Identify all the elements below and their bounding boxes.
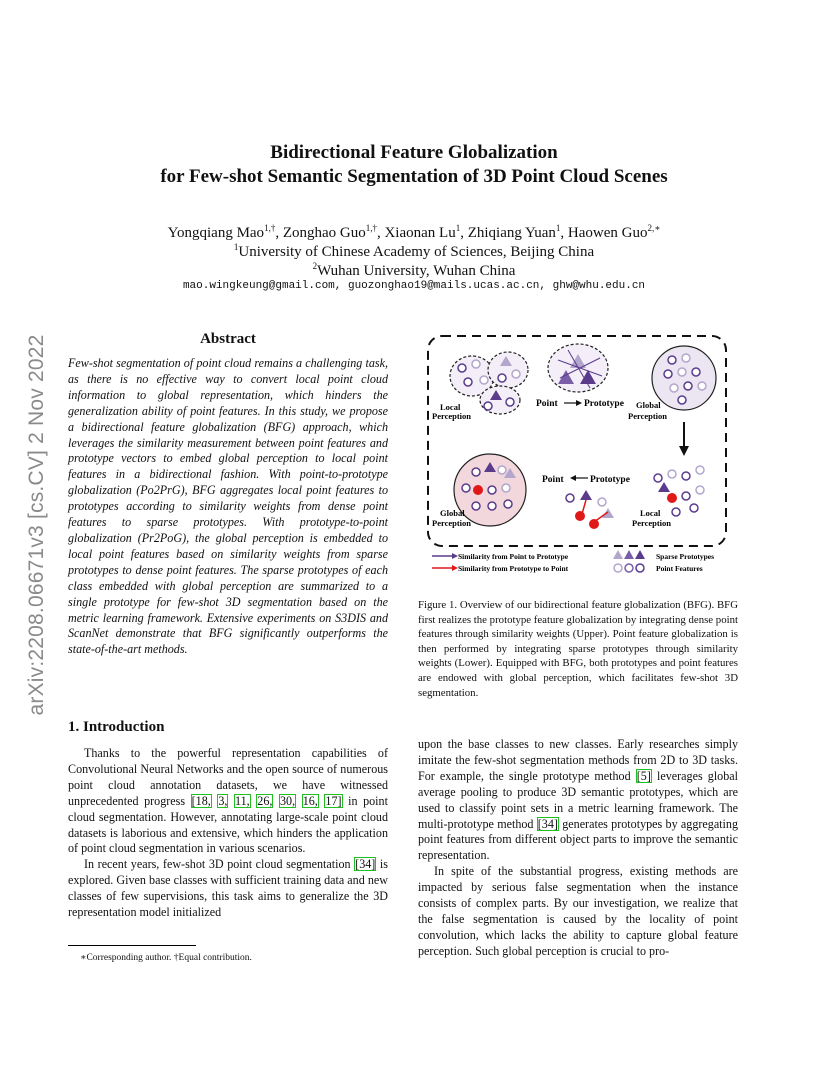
- citation-link[interactable]: [18,: [191, 793, 211, 808]
- paper-title-line1: Bidirectional Feature Globalization: [270, 142, 558, 163]
- citation-link[interactable]: [34]: [355, 857, 376, 872]
- label-prototype-top: Prototype: [584, 399, 624, 409]
- figure-1: [418, 330, 740, 580]
- legend-point-features: Point Features: [656, 564, 703, 573]
- affiliation-sup: 2: [312, 261, 318, 271]
- author-sup: 1: [555, 223, 561, 233]
- intro-paragraph-1: Thanks to the powerful representation capabilities of Convolutional Neural Networks and the open source of numerous point cloud annotation datasets, we have witnessed unprecedented progress [18, 3, 11, 26, 30, 16, 17] in point cloud segmentation. However, annotating large-scale point cloud datasets is laborious and extensive, which hinders the application of point cloud segmentation in various scenarios.: [68, 746, 388, 856]
- author-name: Zhiqiang Yuan: [467, 225, 556, 241]
- label-point-top: Point: [536, 399, 558, 409]
- global-perception-cluster-bottom: [454, 454, 526, 526]
- label-local-perception-2b: Perception: [632, 518, 672, 528]
- legend-sparse-prototypes: Sparse Prototypes: [656, 552, 714, 561]
- figure-legend: [432, 550, 714, 573]
- label-global-perception-2a: Global: [440, 508, 465, 518]
- author-name: Yongqiang Mao: [167, 225, 265, 241]
- label-global-perception-1a: Global: [636, 400, 661, 410]
- author-sup: 1,†: [264, 223, 276, 233]
- author-name: Zonghao Guo: [282, 225, 366, 241]
- citation-link[interactable]: 17]: [325, 793, 342, 808]
- author-sup: 2,∗: [647, 223, 661, 233]
- author-name: Haowen Guo: [567, 225, 648, 241]
- label-point-bottom: Point: [542, 475, 564, 485]
- intro-paragraph-2: In recent years, few-shot 3D point cloud segmentation [34] is explored. Given base classes with sufficient training data and new classes of few supervisions, this task aims to generalize the 3D representation model initialized: [68, 857, 388, 920]
- intro-left-column: [68, 746, 388, 921]
- citation-link[interactable]: 30,: [279, 793, 296, 808]
- abstract-text: Few-shot segmentation of point cloud remains a challenging task, as there is no effective way to convert local point cloud information to global representation, which hinders the generalization ability of point features. In this study, we propose a bidirectional feature globalization (BFG) approach, which leverages the similarity measurement between point features and prototype vectors to embed global perception to local point features in a bidirectional fashion. With point-to-prototype globalization (Po2PrG), BFG aggregates local point features to prototypes according to similarity weights from dense point features to sparse prototypes. With prototype-to-point globalization (Pr2PoG), the global perception is embedded to local point features based on similarity weights from sparse prototypes to dense point features. The sparse prototypes of each class embedded with global perception are summarized to a single prototype for few-shot 3D segmentation based on the metric learning framework. Extensive experiments on S3DIS and ScanNet demonstrate that BFG significantly outperforms the state-of-the-art methods.: [68, 356, 388, 657]
- global-perception-cluster-top: [652, 346, 716, 410]
- local-perception-cluster-top: [450, 352, 528, 414]
- author-list: Yongqiang Mao$^{1,\dagger}$, Zonghao Guo$^{1,\dagger}$, Xiaonan Lu$^1$, Zhiqiang Yuan$^1$, Haowen Guo$^{2,∗}$: [167, 223, 661, 241]
- affiliation-sup: 1: [233, 242, 239, 252]
- footnote: ∗Corresponding author. †Equal contribution.: [80, 953, 252, 963]
- citation-link[interactable]: [34]: [537, 816, 558, 831]
- citation-link[interactable]: [5]: [636, 768, 651, 783]
- affiliation-2: [0, 257, 828, 281]
- intro-right-column: [418, 737, 738, 960]
- label-local-perception-2a: Local: [640, 508, 661, 518]
- label-prototype-bottom: Prototype: [590, 475, 630, 485]
- prototype-to-point-cluster-bottom: [566, 490, 614, 529]
- legend-sim-pr2p: Similarity from Prototype to Point: [458, 564, 569, 573]
- author-sup: 1: [455, 223, 461, 233]
- figure-1-caption: Figure 1. Overview of our bidirectional feature globalization (BFG). BFG first realizes the prototype feature globalization by integrating dense point features through similarity weights (Upper). Point feature globalization is then performed by integrating sparse prototypes through similarity weights (Lower). Equipped with BFG, both prototypes and point features are endowed with global perception, which facilitates few-shot 3D segmentation.: [418, 599, 738, 699]
- author-emails: mao.wingkeung@gmail.com, guozonghao19@mails.ucas.ac.cn, ghw@whu.edu.cn: [182, 280, 646, 292]
- citation-link[interactable]: 11,: [235, 793, 250, 808]
- label-global-perception-2b: Perception: [432, 518, 472, 528]
- intro-paragraph-4: In spite of the substantial progress, existing methods are impacted by serious false segmentation when the instance consists of complex parts. By our investigation, we realize that the false segmentation is caused by the locality of point convolution, which lacks the ability to capture global feature perception. Such global perception is crucial to pro-: [418, 864, 738, 958]
- author-sup: 1,†: [365, 223, 377, 233]
- affiliation-text: University of Chinese Academy of Sciences, Beijing China: [238, 244, 595, 260]
- citation-link[interactable]: 26,: [257, 793, 273, 808]
- paper-title-line2: for Few-shot Semantic Segmentation of 3D Point Cloud Scenes: [160, 166, 668, 187]
- footnote-rule: [68, 945, 196, 946]
- arxiv-sidebar: [22, 288, 52, 762]
- abstract-body: [68, 356, 388, 658]
- intro-paragraph-3: upon the base classes to new classes. Early researches simply imitate the few-shot segmentation methods from 2D to 3D tasks. For example, the single prototype method [5] leverages global average pooling to produce 3D semantic prototypes, which are used to classify point sets in a metric learning framework. The multi-prototype method [34] generates prototypes by aggregating point features from different object parts to improve the semantic representation.: [418, 737, 739, 863]
- label-local-perception-1a: Local: [440, 402, 461, 412]
- arxiv-id: arXiv:2208.06671v3 [cs.CV] 2 Nov 2022: [25, 334, 48, 716]
- citation-link[interactable]: 16,: [302, 793, 318, 808]
- local-perception-cluster-bottom: [654, 466, 704, 516]
- label-local-perception-1b: Perception: [432, 411, 472, 421]
- label-global-perception-1b: Perception: [628, 411, 668, 421]
- legend-sim-p2pr: Similarity from Point to Prototype: [458, 552, 569, 561]
- affiliation-text: Wuhan University, Wuhan China: [317, 263, 516, 279]
- section-heading-introduction: 1. Introduction: [68, 719, 165, 735]
- author-name: Xiaonan Lu: [384, 225, 456, 241]
- prototype-cluster-top: [548, 344, 608, 392]
- citation-link[interactable]: 3,: [218, 793, 228, 808]
- abstract-heading: Abstract: [200, 331, 256, 347]
